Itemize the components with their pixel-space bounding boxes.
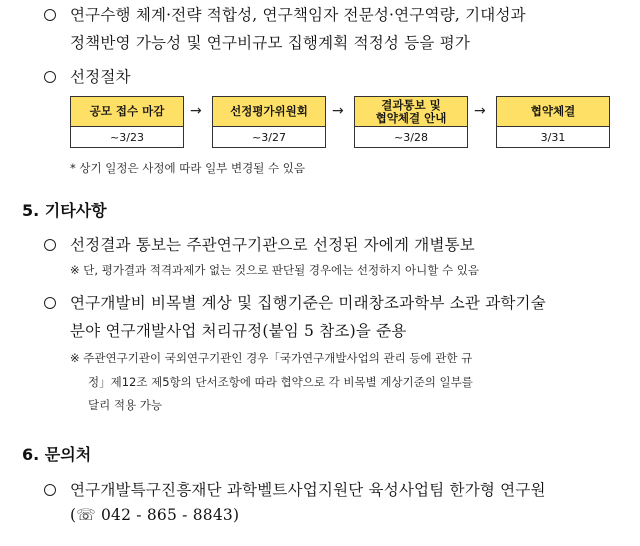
step-label-line1: 결과통보 및 xyxy=(381,97,441,112)
step-label: 공모 접수 마감 xyxy=(71,97,183,127)
section6-heading: 6. 문의처 xyxy=(22,445,92,464)
step-label-multiline xyxy=(355,97,467,127)
eval-criteria-line2: 정책반영 가능성 및 연구비규모 집행계획 적정성 등을 평가 xyxy=(70,34,471,52)
bullet-circle-icon xyxy=(44,297,56,309)
step-date: ~3/23 xyxy=(71,127,183,147)
contact-line: 연구개발특구진흥재단 과학벨트사업지원단 육성사업팀 한가형 연구원 xyxy=(70,481,546,499)
step-box-1 xyxy=(70,96,184,148)
bullet-circle-icon xyxy=(44,239,56,251)
section5-item2-note-line3: 달리 적용 가능 xyxy=(88,398,162,412)
step-label: 협약체결 xyxy=(497,97,609,127)
step-date: 3/31 xyxy=(497,127,609,147)
phone-number: 042 - 865 - 8843 xyxy=(100,506,233,524)
section5-item2-note-line1: ※ 주관연구기관이 국외연구기관인 경우「국가연구개발사업의 관리 등에 관한 규 xyxy=(70,351,473,365)
section5-item1: 선정결과 통보는 주관연구기관으로 선정된 자에게 개별통보 xyxy=(70,236,475,254)
arrow-icon: → xyxy=(332,103,344,119)
section5-item2-line2: 분야 연구개발사업 처리규정(붙임 5 참조)을 준용 xyxy=(70,322,407,340)
section5-heading: 5. 기타사항 xyxy=(22,201,107,220)
step-box-2 xyxy=(212,96,326,148)
step-date: ~3/27 xyxy=(213,127,325,147)
step-label: 선정평가위원회 xyxy=(213,97,325,127)
bullet-circle-icon xyxy=(44,71,56,83)
step-date: ~3/28 xyxy=(355,127,467,147)
schedule-note: * 상기 일정은 사정에 따라 일부 변경될 수 있음 xyxy=(70,161,305,175)
arrow-icon: → xyxy=(474,103,486,119)
section5-item1-note: ※ 단, 평가결과 적격과제가 없는 것으로 판단될 경우에는 선정하지 아니할 수 있음 xyxy=(70,263,479,277)
section5-item2-line1: 연구개발비 비목별 계상 및 집행기준은 미래창조과학부 소관 과학기술 xyxy=(70,294,546,312)
step-box-3 xyxy=(354,96,468,148)
bullet-circle-icon xyxy=(44,9,56,21)
step-label-line2: 협약체결 안내 xyxy=(375,110,447,125)
selection-process-title: 선정절차 xyxy=(70,68,131,86)
section5-item2-note-line2: 정」제12조 제5항의 단서조항에 따라 협약으로 각 비목별 계상기준의 일부를 xyxy=(88,375,473,389)
arrow-icon: → xyxy=(190,103,202,119)
eval-criteria-line1: 연구수행 체계·전략 적합성, 연구책임자 전문성·연구역량, 기대성과 xyxy=(70,6,526,24)
phone-line: (☏ 042 - 865 - 8843) xyxy=(70,506,240,524)
phone-icon: ☏ xyxy=(76,506,96,524)
bullet-circle-icon xyxy=(44,484,56,496)
step-box-4 xyxy=(496,96,610,148)
